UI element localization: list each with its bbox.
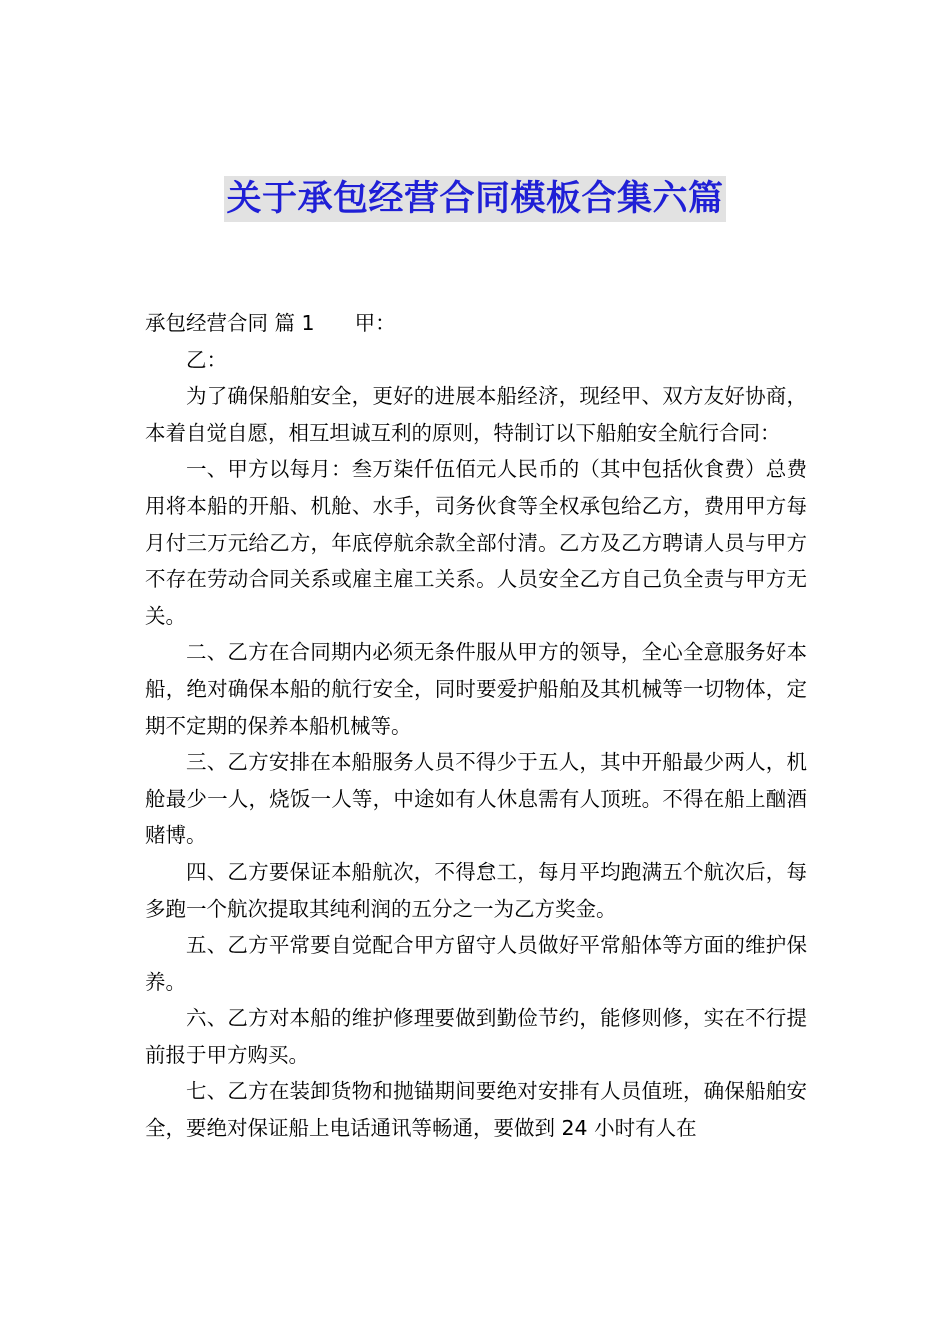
title-container [0,176,950,222]
paragraph-clause-1: 一、甲方以每月：叁万柒仟伍佰元人民币的（其中包括伙食费）总费用将本船的开船、机舱、水手，司务伙食等全权承包给乙方，费用甲方每月付三万元给乙方，年底停航余款全部付清。乙方及乙方聘请人员与甲方不存在劳动合同关系或雇主雇工关系。人员安全乙方自己负全责与甲方无关。 [145,457,807,628]
document-title: 关于承包经营合同模板合集六篇 [224,176,725,222]
section-heading: 承包经营合同 篇 1 [145,311,315,335]
paragraph-clause-4: 四、乙方要保证本船航次，不得怠工，每月平均跑满五个航次后，每多跑一个航次提取其纯利润的五分之一为乙方奖金。 [145,859,807,921]
party-a-label: 甲： [354,311,396,335]
paragraph-clause-6: 六、乙方对本船的维护修理要做到勤俭节约，能修则修，实在不行提前报于甲方购买。 [145,1006,807,1067]
paragraph-intro: 为了确保船舶安全，更好的进展本船经济，现经甲、双方友好协商，本着自觉自愿，相互坦诚互利的原则，特制订以下船舶安全航行合同： [145,384,807,445]
section-heading-line [145,305,807,342]
paragraph-clause-5: 五、乙方平常要自觉配合甲方留守人员做好平常船体等方面的维护保养。 [145,933,807,994]
party-b-label: 乙： [186,347,227,372]
document-body [145,305,807,1147]
paragraph-clause-2: 二、乙方在合同期内必须无条件服从甲方的领导，全心全意服务好本船，绝对确保本船的航行安全，同时要爱护船舶及其机械等一切物体，定期不定期的保养本船机械等。 [145,640,807,738]
paragraph-clause-7: 七、乙方在装卸货物和抛锚期间要绝对安排有人员值班，确保船舶安全，要绝对保证船上电话通讯等畅通，要做到 24 小时有人在 [145,1079,807,1141]
paragraph-clause-3: 三、乙方安排在本船服务人员不得少于五人，其中开船最少两人，机舱最少一人，烧饭一人等，中途如有人休息需有人顶班。不得在船上酗酒赌博。 [145,750,807,848]
